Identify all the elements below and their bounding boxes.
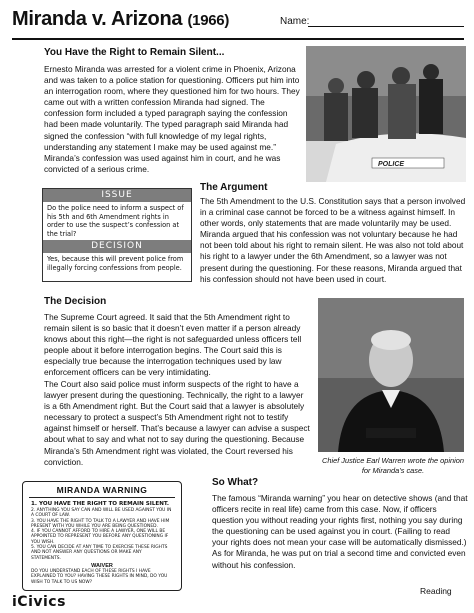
earl-warren-photo [318,298,464,452]
miranda-item: 5. YOU CAN DECIDE AT ANY TIME TO EXERCISE THESE RIGHTS AND NOT ANSWER ANY QUESTIONS OR MAKE ANY STATEMENTS. [31,545,168,561]
miranda-item: 3. YOU HAVE THE RIGHT TO TALK TO A LAWYER AND HAVE HIM PRESENT WITH YOU WHILE YOU ARE BEING QUESTIONED. [31,518,170,529]
argument-text: The 5th Amendment to the U.S. Constitution says that a person involved in a criminal case cannot be forced to be a witness against himself. In other words, only statements that are made voluntarily may be used. Miranda argued that his confession was not voluntary because he had not been told about his right to remain silent. He was also not told about his right to a lawyer under the 6th Amendment, so a lawyer was not present during the questioning. For these reasons, Miranda argued that his confession should not have been used in court. [200,196,466,284]
issue-text: Do the police need to inform a suspect of his 5th and 6th Amendment rights in order to use the suspect’s confession at the trial? [47,204,184,238]
decision-text-2: The Court also said police must inform suspects of the right to have a lawyer present during the questioning. Technically, the right to a lawyer is a 6th Amendment right. But the Court said that a lawyer is absolutely necessary to protect a suspect’s 5th Amendment right not to testify against himself or herself. That’s because a lawyer can advise a suspect about what to say and what not to say during the questioning. Because Miranda’s 5th Amendment right was violated, the Court reversed his conviction. [44,379,310,467]
miranda-waiver-text: DO YOU UNDERSTAND EACH OF THESE RIGHTS I HAVE EXPLAINED TO YOU? HAVING THESE RIGHTS IN MIND, DO YOU WISH TO TALK TO US NOW? [31,568,168,585]
decision-text-1: The Supreme Court agreed. It said that the 5th Amendment right to remain silent is so basic that it doesn’t even matter if a person already knows about this right—the right is not safeguarded unless officers tell people about it before interrogation begins. The Court said this is especially true because the interrogation techniques used by law enforcement officers can be very intimidating. [44,312,302,378]
issue-decision-box [42,188,192,282]
miranda-waiver-title: WAIVER [91,562,113,569]
name-label: Name: [280,16,310,27]
photo-caption: Chief Justice Earl Warren wrote the opinion for Miranda’s case. [322,456,464,475]
argument-heading: The Argument [200,182,268,193]
title-text: Miranda v. Arizona [12,8,183,30]
sowhat-heading: So What? [212,477,259,488]
sowhat-text: The famous “Miranda warning” you hear on detective shows (and that officers recite in real life) came from this case. Now, if officers question you without reading your rights first, nothing you say during the questioning can be used against you in court. (Failing to read your rights does not mean your case will be automatically dismissed.) As for Miranda, he was put on trial a second time and convicted even without his confession. [212,493,468,570]
police-arrest-photo [306,46,466,182]
name-field-line[interactable] [308,26,464,27]
title-divider [12,38,464,40]
decision-text: Yes, because this will prevent police from illegally forcing confessions from people. [47,255,184,272]
decision-heading: The Decision [44,296,107,307]
miranda-warning-card [22,481,182,591]
miranda-item: 1. YOU HAVE THE RIGHT TO REMAIN SILENT. [31,501,169,507]
miranda-item: 4. IF YOU CANNOT AFFORD TO HIRE A LAWYER, ONE WILL BE APPOINTED TO REPRESENT YOU BEFORE ANY QUESTIONING IF YOU WISH. [31,529,169,545]
decision-label: DECISION [43,240,191,253]
page-title [12,8,229,31]
intro-text: Ernesto Miranda was arrested for a violent crime in Phoenix, Arizona and was taken to a police station for questioning. Officers put him into an interrogation room, where they questioned him for two hours. They came out with a written confession Miranda had signed. The confession form included a typed paragraph saying the confession had been made voluntarily. The typed paragraph said Miranda had signed the confession “with full knowledge of my legal rights, understanding any statement I make may be used against me.” Miranda’s confession was used against him in court, and he was convicted of a serious crime. [44,64,300,174]
title-year: (1966) [187,12,230,29]
intro-heading: You Have the Right to Remain Silent... [44,47,225,58]
police-car-label: POLICE [378,161,405,168]
miranda-item: 2. ANYTHING YOU SAY CAN AND WILL BE USED AGAINST YOU IN A COURT OF LAW. [31,508,172,519]
footer-label: Reading [420,586,452,596]
miranda-card-title: MIRANDA WARNING [29,485,175,498]
icivics-logo: iCivics [12,594,66,610]
issue-label: ISSUE [43,189,191,202]
